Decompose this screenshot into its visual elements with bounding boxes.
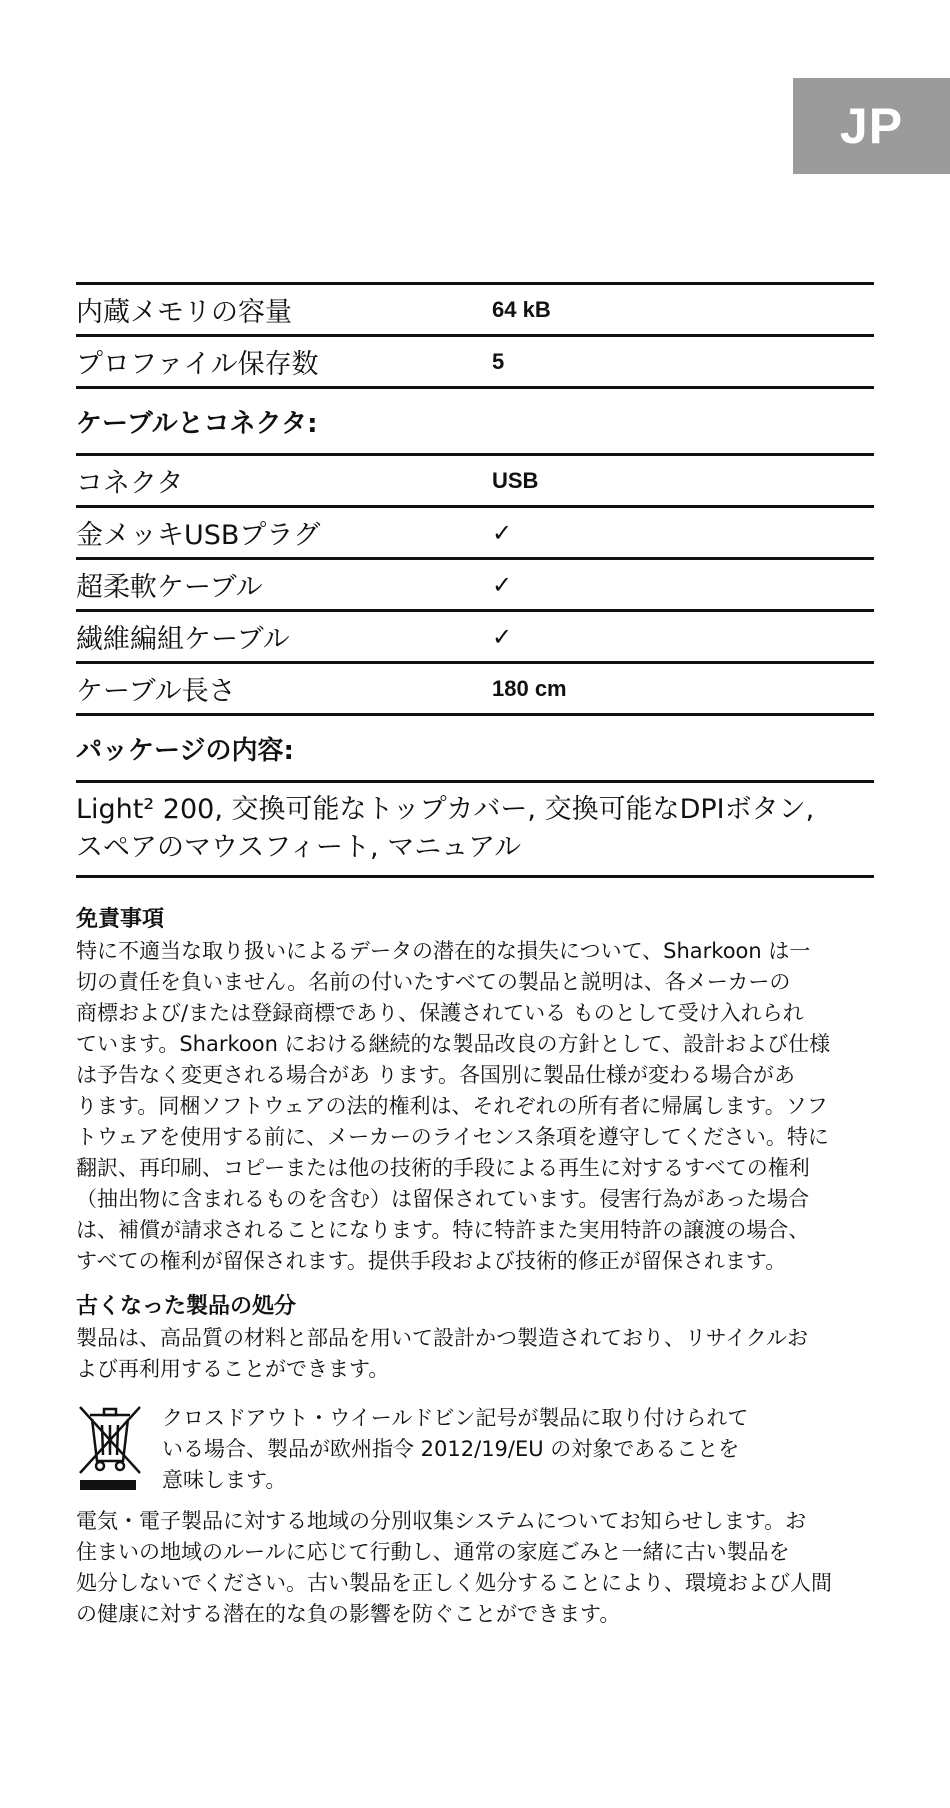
disposal-intro-line: よび再利用することができます。 [76,1357,390,1381]
disposal-intro-line: 製品は、高品質の材料と部品を用いて設計かつ製造されており、リサイクルお [76,1326,809,1350]
package-section-heading: パッケージの内容: [76,716,874,783]
disclaimer-line: すべての権利が留保されます。提供手段および技術的修正が留保されます。 [76,1249,787,1273]
disclaimer-text [76,936,874,1277]
cable-section-heading: ケーブルとコネクタ: [76,389,874,456]
disposal-intro-text [76,1323,874,1385]
spec-row [76,337,874,389]
spec-label: 金メッキUSBプラグ [76,520,321,551]
spec-row [76,508,874,560]
weee-line: 意味します。 [162,1468,287,1492]
spec-label: 超柔軟ケーブル [76,572,263,603]
spec-value: 64 kB [492,296,551,322]
disposal-title: 古くなった製品の処分 [76,1294,297,1319]
spec-table-top [76,285,874,389]
spec-label: 内蔵メモリの容量 [76,297,292,328]
weee-line: いる場合、製品が欧州指令 2012/19/EU の対象であることを [162,1437,740,1461]
weee-text [162,1403,748,1496]
disclaimer-line: 切の責任を負いません。名前の付いたすべての製品と説明は、各メーカーの [76,970,791,994]
spec-value: 5 [492,348,505,374]
language-tab: JP [793,78,950,174]
closing-line: 処分しないでください。古い製品を正しく処分することにより、環境および人間 [76,1571,832,1595]
spec-value: USB [492,467,539,493]
closing-line: 住まいの地域のルールに応じて行動し、通常の家庭ごみと一緒に古い製品を [76,1540,790,1564]
spec-row [76,664,874,716]
checkmark-icon: ✓ [492,518,513,547]
spec-row [76,456,874,508]
spec-table-cable [76,456,874,716]
spec-label: 繊維編組ケーブル [76,624,290,655]
disclaimer-line: 商標および/または登録商標であり、保護されている ものとして受け入れられ [76,1001,804,1025]
spec-label: ケーブル長さ [76,676,236,707]
disclaimer-title: 免責事項 [76,907,165,932]
package-line: Light² 200, 交換可能なトップカバー, 交換可能なDPIボタン, [76,794,815,825]
spec-label: コネクタ [76,468,184,499]
spec-row [76,560,874,612]
weee-line: クロスドアウト・ウイールドビン記号が製品に取り付けられて [162,1406,749,1430]
spec-label: プロファイル保存数 [76,349,319,380]
crossed-out-wheelie-bin-icon [76,1401,144,1491]
disclaimer-line: は予告なく変更される場合があ ります。各国別に製品仕様が変わる場合があ [76,1063,795,1087]
disclaimer-line: は、補償が請求されることになります。特に特許また実用特許の譲渡の場合、 [76,1218,810,1242]
disclaimer-line: 特に不適当な取り扱いによるデータの潜在的な損失について、Sharkoon は一 [76,939,811,963]
disclaimer-line: トウェアを使用する前に、メーカーのライセンス条項を遵守してください。特に [76,1125,829,1149]
package-line: スペアのマウスフィート, マニュアル [76,832,522,863]
disclaimer-line: ています。Sharkoon における継続的な製品改良の方針として、設計および仕様 [76,1032,831,1056]
disclaimer-line: （抽出物に含まれるものを含む）は留保されています。侵害行為があった場合 [76,1187,810,1211]
checkmark-icon: ✓ [492,622,513,651]
spec-content [76,282,874,1630]
disposal-closing-text [76,1506,874,1630]
disclaimer-line: 翻訳、再印刷、コピーまたは他の技術的手段による再生に対するすべての権利 [76,1156,810,1180]
spec-row [76,285,874,337]
closing-line: の健康に対する潜在的な負の影響を防ぐことができます。 [76,1602,621,1626]
weee-notice [76,1401,874,1496]
package-contents [76,783,874,878]
closing-line: 電気・電子製品に対する地域の分別収集システムについてお知らせします。お [76,1509,807,1533]
checkmark-icon: ✓ [492,570,513,599]
disclaimer-line: ります。同梱ソフトウェアの法的権利は、それぞれの所有者に帰属します。ソフ [76,1094,828,1118]
spec-row [76,612,874,664]
spec-value: 180 cm [492,675,567,701]
